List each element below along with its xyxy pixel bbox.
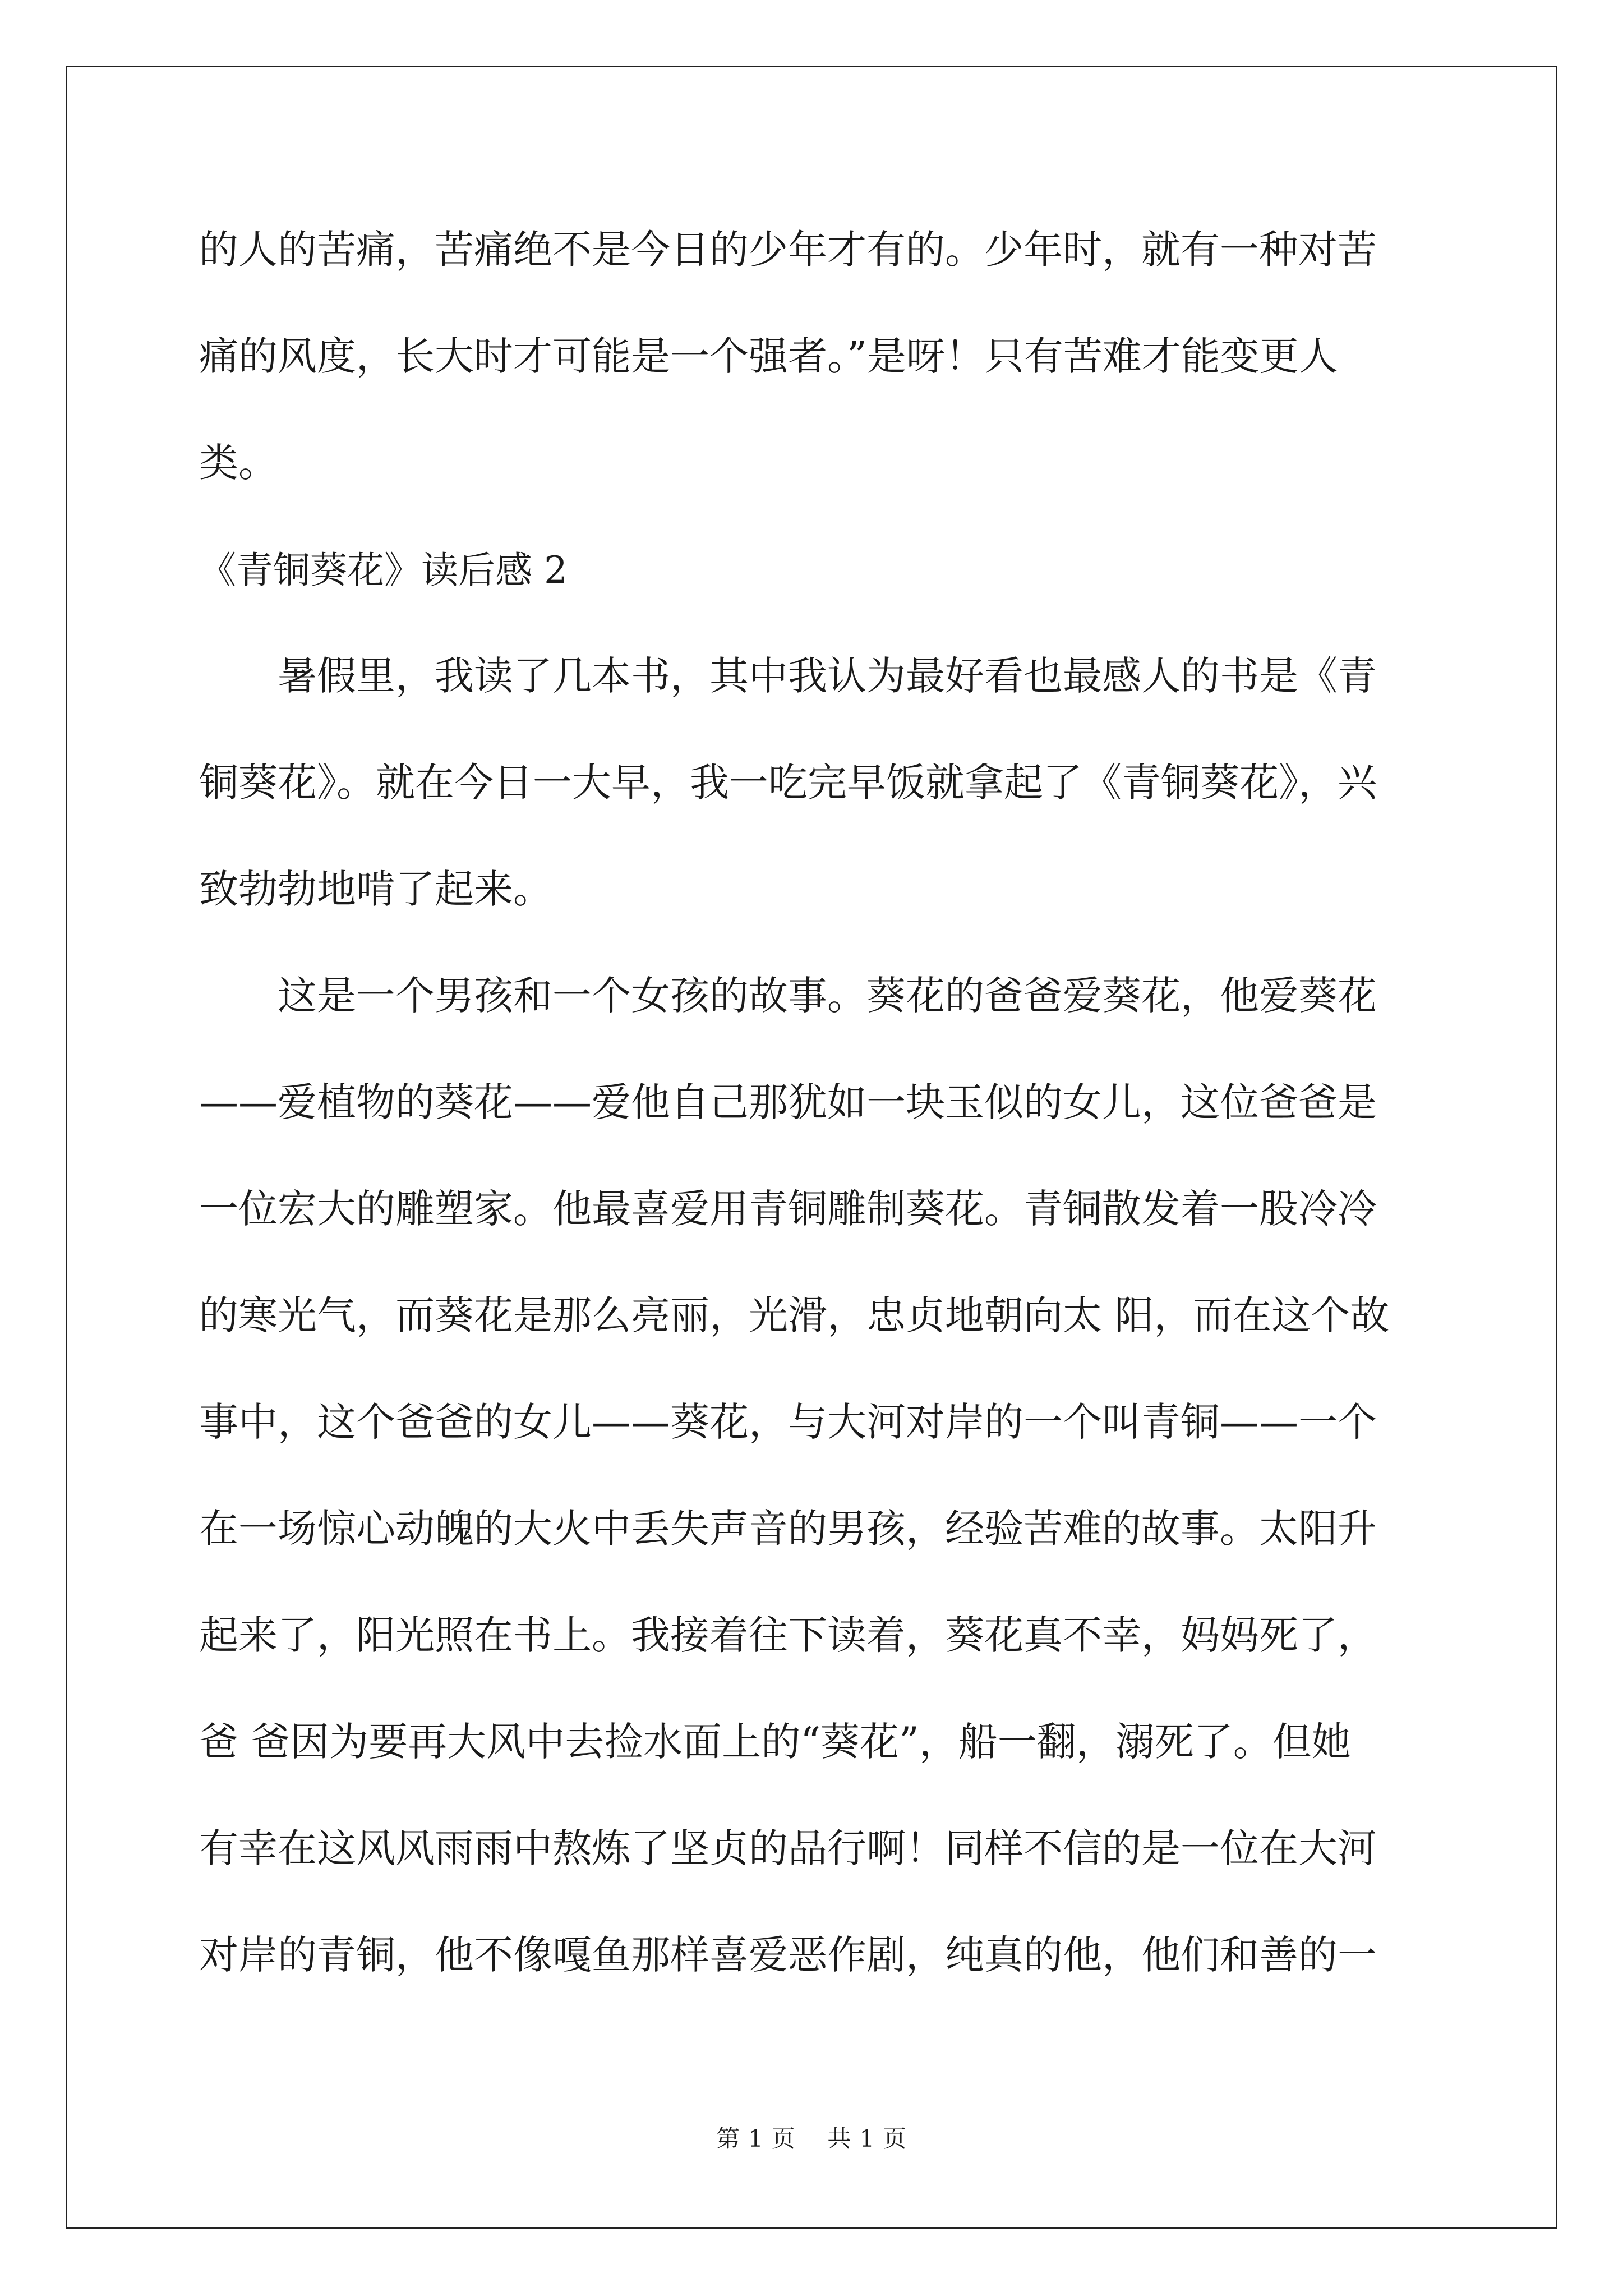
text-line: 铜葵花》。就在今日一大早，我一吃完早饭就拿起了《青铜葵花》，兴 [199, 760, 1377, 806]
text-line: 的人的苦痛，苦痛绝不是今日的少年才有的。少年时，就有一种对苦 [199, 227, 1377, 273]
text-line: 有幸在这风风雨雨中熬炼了坚贞的品行啊！同样不信的是一位在大河 [199, 1825, 1377, 1871]
text-line: 爸 爸因为要再大风中去捡水面上的“葵花”，船一翻，溺死了。但她 [199, 1719, 1351, 1765]
text-line: 在一场惊心动魄的大火中丢失声音的男孩，经验苦难的故事。太阳升 [199, 1506, 1377, 1552]
paragraph-first-line: 这是一个男孩和一个女孩的故事。葵花的爸爸爱葵花，他爱葵花 [278, 973, 1377, 1019]
page-footer [0, 2125, 1623, 2153]
text-line: 事中，这个爸爸的女儿——葵花，与大河对岸的一个叫青铜——一个 [199, 1399, 1377, 1445]
paragraph-first-line: 暑假里，我读了几本书，其中我认为最好看也最感人的书是《青 [278, 653, 1377, 699]
text-line: 一位宏大的雕塑家。他最喜爱用青铜雕制葵花。青铜散发着一股冷冷 [199, 1186, 1377, 1232]
page-border [66, 66, 1557, 2229]
page-total: 共 1 页 [827, 2125, 907, 2152]
page-number: 第 1 页 [716, 2125, 796, 2152]
text-line: 致勃勃地啃了起来。 [199, 866, 552, 912]
section-heading: 《青铜葵花》读后感 2 [199, 549, 568, 592]
text-line: ——爱植物的葵花——爱他自己那犹如一块玉似的女儿，这位爸爸是 [199, 1079, 1377, 1125]
text-line: 类。 [199, 440, 278, 486]
text-line: 起来了，阳光照在书上。我接着往下读着，葵花真不幸，妈妈死了， [199, 1612, 1377, 1658]
text-line: 痛的风度，长大时才可能是一个强者。”是呀！只有苦难才能变更人 [199, 333, 1338, 379]
text-line: 对岸的青铜，他不像嘎鱼那样喜爱恶作剧，纯真的他，他们和善的一 [199, 1932, 1377, 1978]
text-line: 的寒光气，而葵花是那么亮丽，光滑，忠贞地朝向太 阳，而在这个故 [199, 1292, 1390, 1338]
